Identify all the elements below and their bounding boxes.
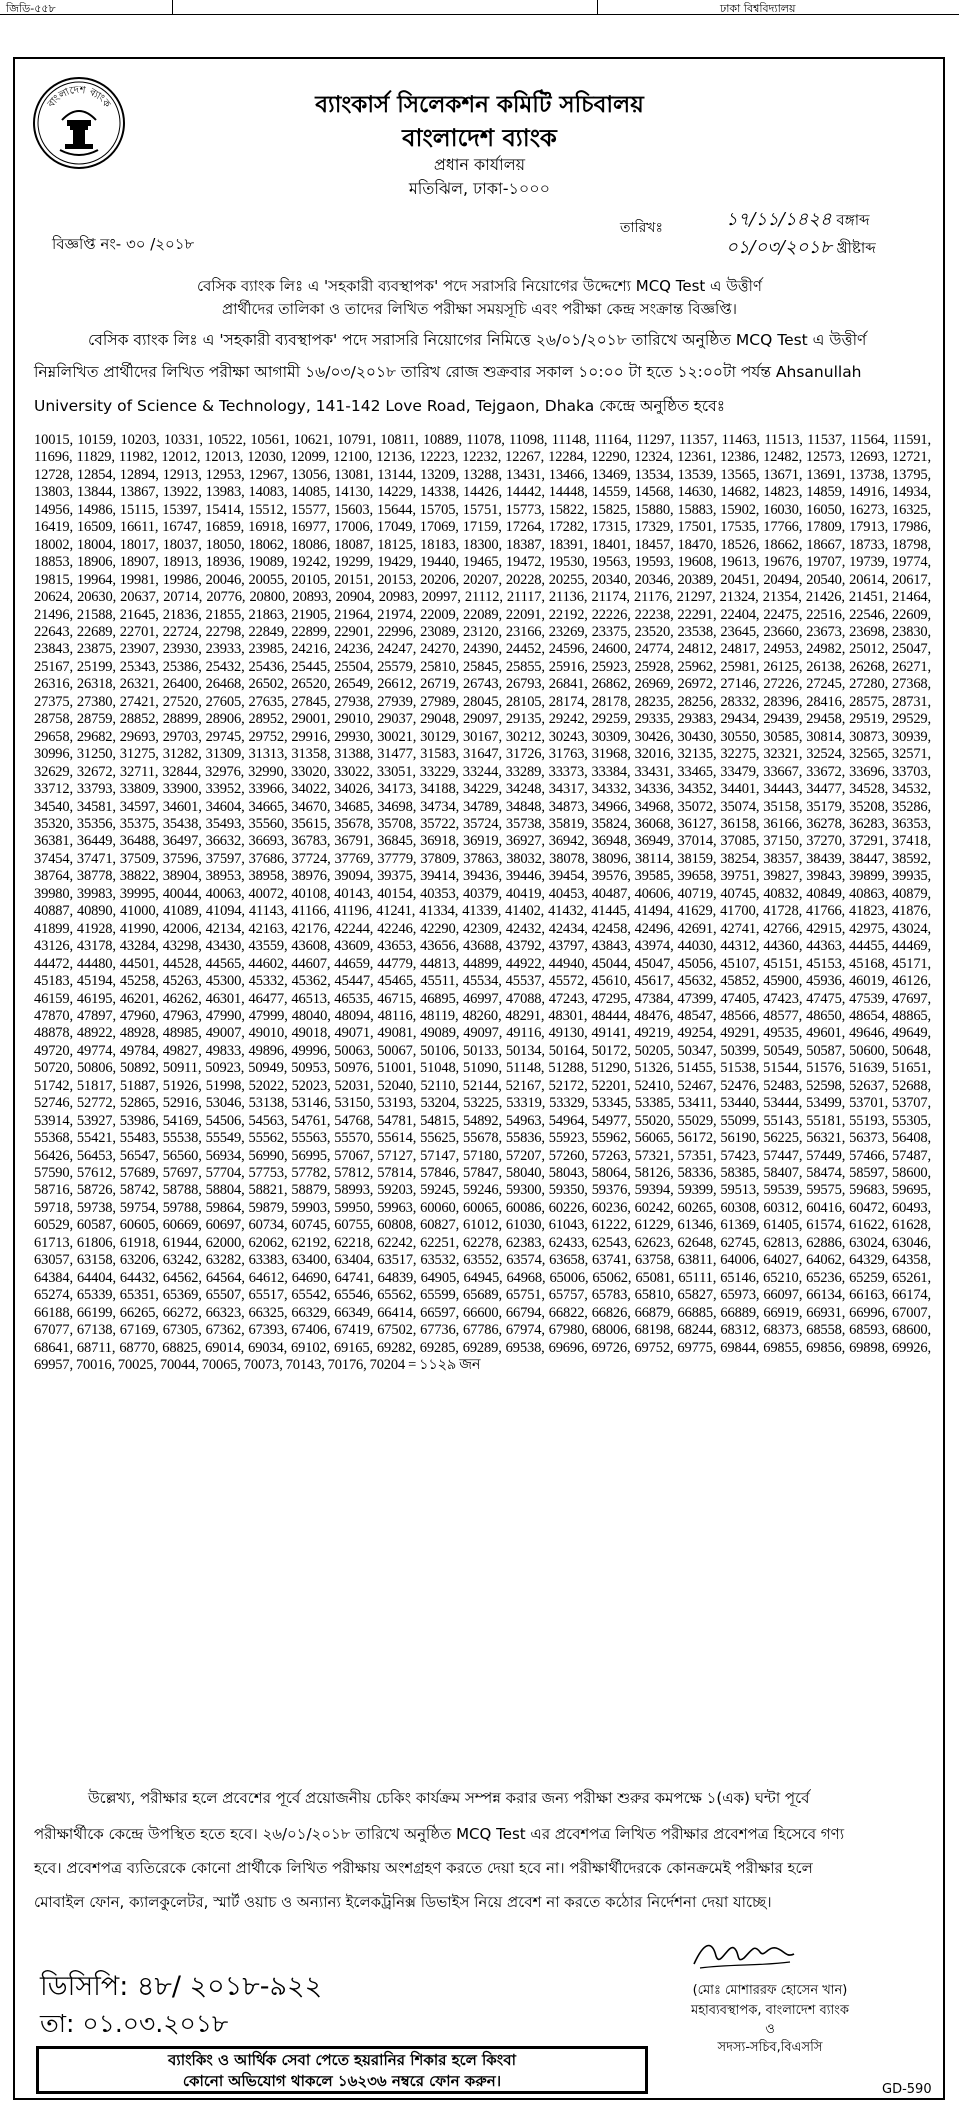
top-strip: [0, 0, 959, 15]
complaint-box: [36, 2046, 648, 2094]
complaint-line-1: ব্যাংকিং ও আর্থিক সেবা পেতে হয়রানির শিকার হলে কিংবা: [168, 2051, 516, 2069]
subject-line-1: বেসিক ব্যাংক লিঃ এ 'সহকারী ব্যবস্থাপক' পদে সরাসরি নিয়োগের উদ্দেশ্যে MCQ Test এ উত্তীর্ণ: [196, 277, 763, 295]
intro-line-2: নিম্নলিখিত প্রার্থীদের লিখিত পরীক্ষা আগামী ১৬/০৩/২০১৮ তারিখ রোজ শুক্রবার সকাল ১০:০০ টা হতে ১২:০০টা পর্যন্ত Ahsanullah: [34, 363, 862, 381]
gd-number: জিডি-৫৫৮: [6, 2, 56, 15]
signature-image: [690, 1934, 800, 1976]
signatory-conjunction: ও: [765, 2022, 775, 2037]
dcp-date: তা: ০১.০৩.২০১৮: [40, 2009, 229, 2038]
notice-line-4: মোবাইল ফোন, ক্যালকুলেটর, স্মার্ট ওয়াচ ও অন্যান্য ইলেকট্রনিক্স ডিভাইস নিয়ে প্রবেশ না করতে কঠোর নির্দেশনা দেয়া যাচ্ছে।: [34, 1893, 772, 1911]
bank-name: বাংলাদেশ ব্যাংক: [402, 124, 557, 152]
notice-line-1: উল্লেখ্য, পরীক্ষার হলে প্রবেশের পূর্বে প্রয়োজনীয় চেকিং কার্যক্রম সম্পন্ন করার জন্য পরীক্ষা শুরুর কমপক্ষে ১(এক) ঘন্টা পূর্বে: [88, 1789, 810, 1807]
bangla-date-suffix: বঙ্গাব্দ: [836, 211, 870, 229]
signatory-name: (মোঃ মোশাররফ হোসেন খান): [692, 1983, 848, 1998]
intro-line-1: বেসিক ব্যাংক লিঃ এ 'সহকারী ব্যবস্থাপক' পদে সরাসরি নিয়োগের নিমিত্তে ২৬/০১/২০১৮ তারিখে অনুষ্ঠিত MCQ Test এ উত্তীর্ণ: [88, 331, 867, 349]
date-block: [726, 206, 876, 262]
office-name: প্রধান কার্যালয়: [433, 155, 526, 174]
office-address: মতিঝিল, ঢাকা-১০০০: [408, 179, 551, 198]
divider: [597, 0, 598, 14]
subject-line-2: প্রার্থীদের তালিকা ও তাদের লিখিত পরীক্ষা সময়সূচি এবং পরীক্ষা কেন্দ্র সংক্রান্ত বিজ্ঞপ্তি।: [221, 300, 738, 318]
roll-number-list: 10015, 10159, 10203, 10331, 10522, 10561, 10621, 10791, 10811, 10889, 11078, 11098, 11148, 11164, 11297, 11357, 11463, 11513, 11537, 11564, 11591, 11696, 11829, 11982, 12012, 12013, 12030, 12099, 12100, 12136, 12223, 12232, 12267, 12284, 12290, 12324, 12361, 12386, 12482, 12573, 12693, 12721, 12728, 12854, 12894, 12913, 12953, 12967, 13056, 13081, 13144, 13209, 13288, 13431, 13466, 13469, 13534, 13539, 13565, 13671, 13691, 13738, 13795, 13803, 13844, 13867, 13922, 13983, 14083, 14085, 14130, 14229, 14338, 14426, 14442, 14448, 14559, 14568, 14630, 14682, 14823, 14859, 14916, 14934, 14956, 14986, 15115, 15397, 15414, 15512, 15577, 15603, 15644, 15705, 15751, 15773, 15822, 15825, 15880, 15883, 15902, 16030, 16050, 16273, 16325, 16419, 16509, 16611, 16747, 16859, 16918, 16977, 17006, 17049, 17069, 17159, 17264, 17282, 17315, 17329, 17501, 17535, 17766, 17809, 17913, 17986, 18002, 18004, 18017, 18037, 18050, 18062, 18086, 18087, 18125, 18183, 18300, 18387, 18391, 18401, 18457, 18470, 18526, 18662, 18667, 18733, 18798, 18853, 18906, 18907, 18913, 18936, 19089, 19242, 19299, 19429, 19440, 19465, 19472, 19530, 19563, 19593, 19608, 19613, 19676, 19707, 19739, 19774, 19815, 19964, 19981, 19986, 20046, 20055, 20105, 20151, 20153, 20206, 20207, 20228, 20255, 20340, 20346, 20389, 20451, 20494, 20540, 20614, 20617, 20624, 20630, 20637, 20714, 20776, 20800, 20893, 20904, 20983, 20997, 21112, 21117, 21136, 21174, 21176, 21297, 21324, 21354, 21426, 21451, 21464, 21496, 21588, 21645, 21836, 21855, 21863, 21905, 21964, 21974, 22009, 22089, 22091, 22192, 22226, 22238, 22291, 22404, 22475, 22516, 22546, 22609, 22643, 22689, 22701, 22724, 22798, 22849, 22899, 22901, 22996, 23089, 23120, 23166, 23269, 23375, 23520, 23538, 23645, 23660, 23673, 23698, 23830, 23843, 23875, 23907, 23930, 23933, 23985, 24216, 24236, 24247, 24270, 24390, 24452, 24596, 24600, 24774, 24812, 24817, 24953, 24982, 25012, 25047, 25167, 25199, 25343, 25386, 25432, 25436, 25445, 25504, 25579, 25810, 25845, 25855, 25916, 25923, 25928, 25962, 25981, 26125, 26138, 26268, 26271, 26316, 26318, 26321, 26400, 26468, 26502, 26520, 26549, 26612, 26719, 26743, 26793, 26841, 26862, 26969, 26972, 27146, 27226, 27245, 27280, 27368, 27375, 27380, 27421, 27520, 27605, 27635, 27845, 27938, 27939, 27989, 28045, 28105, 28174, 28178, 28235, 28256, 28332, 28396, 28416, 28575, 28731, 28758, 28759, 28852, 28899, 28906, 28952, 29001, 29010, 29037, 29048, 29097, 29135, 29242, 29259, 29335, 29383, 29434, 29439, 29458, 29519, 29529, 29658, 29682, 29693, 29703, 29745, 29752, 29916, 29930, 30021, 30129, 30167, 30212, 30243, 30309, 30426, 30430, 30550, 30585, 30814, 30873, 30939, 30996, 31250, 31275, 31282, 31309, 31313, 31358, 31388, 31477, 31583, 31647, 31726, 31763, 31968, 32016, 32135, 32275, 32321, 32524, 32565, 32571, 32629, 32672, 32711, 32844, 32976, 32990, 33020, 33022, 33051, 33229, 33244, 33289, 33373, 33384, 33431, 33465, 33479, 33667, 33672, 33696, 33703, 33712, 33793, 33809, 33900, 33952, 33966, 34022, 34026, 34173, 34188, 34229, 34248, 34317, 34332, 34336, 34352, 34401, 34443, 34477, 34528, 34532, 34540, 34581, 34597, 34601, 34604, 34665, 34670, 34685, 34698, 34734, 34789, 34848, 34873, 34966, 34968, 35072, 35074, 35158, 35179, 35208, 35286, 35320, 35356, 35375, 35438, 35493, 35560, 35615, 35678, 35708, 35722, 35724, 35738, 35819, 35824, 36068, 36127, 36158, 36166, 36278, 36283, 36353, 36381, 36449, 36488, 36497, 36632, 36693, 36783, 36791, 36845, 36918, 36919, 36927, 36942, 36948, 36949, 37014, 37085, 37150, 37270, 37291, 37418, 37454, 37471, 37509, 37596, 37597, 37686, 37724, 37769, 37779, 37809, 37863, 38032, 38078, 38096, 38114, 38159, 38254, 38357, 38439, 38447, 38592, 38764, 38778, 38822, 38904, 38953, 38958, 38976, 39094, 39375, 39414, 39436, 39446, 39454, 39576, 39585, 39658, 39751, 39827, 39843, 39899, 39935, 39980, 39983, 39995, 40044, 40063, 40072, 40108, 40143, 40154, 40353, 40379, 40419, 40453, 40487, 40606, 40719, 40745, 40832, 40849, 40863, 40879, 40887, 40890, 41000, 41089, 41094, 41143, 41166, 41196, 41241, 41334, 41339, 41402, 41432, 41445, 41494, 41629, 41700, 41728, 41766, 41823, 41876, 41899, 41928, 41990, 42006, 42134, 42163, 42176, 42244, 42246, 42290, 42309, 42432, 42434, 42458, 42496, 42691, 42741, 42766, 42915, 42975, 43024, 43126, 43178, 43284, 43298, 43430, 43559, 43608, 43609, 43653, 43656, 43688, 43792, 43797, 43843, 43974, 44030, 44312, 44360, 44363, 44455, 44469, 44472, 44480, 44501, 44528, 44565, 44602, 44607, 44659, 44779, 44813, 44899, 44922, 44940, 45044, 45047, 45056, 45107, 45151, 45153, 45168, 45171, 45183, 45194, 45258, 45263, 45300, 45332, 45362, 45447, 45465, 45511, 45534, 45537, 45572, 45610, 45617, 45632, 45852, 45900, 45936, 46019, 46126, 46159, 46195, 46201, 46262, 46301, 46477, 46513, 46535, 46715, 46895, 46997, 47088, 47243, 47295, 47384, 47399, 47405, 47423, 47475, 47539, 47697, 47870, 47897, 47960, 47963, 47990, 47999, 48040, 48094, 48116, 48119, 48260, 48291, 48301, 48444, 48476, 48547, 48566, 48577, 48650, 48654, 48865, 48878, 48922, 48928, 48985, 49007, 49010, 49018, 49071, 49081, 49089, 49097, 49116, 49130, 49141, 49219, 49254, 49291, 49535, 49601, 49646, 49649, 49720, 49774, 49784, 49827, 49833, 49896, 49996, 50063, 50067, 50106, 50133, 50134, 50164, 50172, 50205, 50347, 50399, 50549, 50587, 50600, 50648, 50720, 50806, 50892, 50911, 50923, 50949, 50953, 50976, 51001, 51048, 51090, 51148, 51288, 51290, 51326, 51455, 51538, 51544, 51576, 51639, 51651, 51742, 51817, 51887, 51926, 51998, 52022, 52023, 52031, 52040, 52110, 52144, 52167, 52172, 52201, 52410, 52467, 52476, 52483, 52598, 52637, 52688, 52746, 52772, 52865, 52916, 53046, 53138, 53146, 53150, 53193, 53204, 53225, 53319, 53329, 53345, 53385, 53411, 53440, 53444, 53499, 53701, 53707, 53914, 53927, 53986, 54169, 54506, 54563, 54761, 54768, 54781, 54815, 54892, 54963, 54964, 54977, 55020, 55029, 55099, 55143, 55181, 55193, 55305, 55368, 55421, 55483, 55538, 55549, 55562, 55563, 55570, 55614, 55625, 55678, 55836, 55923, 55962, 56065, 56172, 56190, 56225, 56321, 56373, 56408, 56426, 56453, 56547, 56560, 56934, 56990, 56995, 57067, 57127, 57147, 57180, 57207, 57260, 57263, 57321, 57351, 57423, 57447, 57449, 57466, 57487, 57590, 57612, 57689, 57697, 57704, 57753, 57782, 57812, 57814, 57846, 57847, 58040, 58043, 58064, 58126, 58336, 58385, 58407, 58474, 58597, 58600, 58716, 58726, 58742, 58788, 58804, 58821, 58879, 58993, 59203, 59245, 59246, 59300, 59350, 59376, 59394, 59399, 59513, 59539, 59575, 59683, 59695, 59718, 59738, 59754, 59788, 59864, 59879, 59903, 59950, 59963, 60060, 60065, 60086, 60226, 60236, 60242, 60265, 60308, 60312, 60416, 60472, 60493, 60529, 60587, 60605, 60669, 60697, 60734, 60745, 60755, 60808, 60827, 61012, 61030, 61043, 61222, 61229, 61346, 61369, 61405, 61574, 61622, 61628, 61713, 61806, 61918, 61944, 62000, 62062, 62192, 62218, 62242, 62251, 62278, 62383, 62433, 62543, 62623, 62648, 62745, 62813, 62886, 63024, 63046, 63057, 63158, 63206, 63242, 63282, 63383, 63400, 63404, 63517, 63532, 63552, 63574, 63658, 63741, 63758, 63811, 64006, 64027, 64062, 64329, 64358, 64384, 64404, 64432, 64562, 64564, 64612, 64690, 64741, 64839, 64905, 64945, 64968, 65006, 65062, 65081, 65111, 65146, 65210, 65236, 65259, 65261, 65274, 65339, 65351, 65369, 65507, 65517, 65542, 65546, 65562, 65599, 65689, 65751, 65757, 65783, 65810, 65827, 65973, 66097, 66134, 66163, 66174, 66188, 66199, 66265, 66272, 66323, 66325, 66329, 66349, 66414, 66597, 66600, 66794, 66822, 66826, 66879, 66885, 66889, 66919, 66931, 66996, 67007, 67077, 67138, 67169, 67305, 67362, 67393, 67406, 67419, 67502, 67736, 67786, 67974, 67980, 68006, 68198, 68244, 68312, 68373, 68558, 68593, 68600, 68641, 68711, 68770, 68825, 69014, 69034, 69102, 69165, 69282, 69285, 69289, 69538, 69696, 69726, 69752, 69775, 69844, 69855, 69856, 69898, 69926, 69957, 70016, 70025, 70044, 70065, 70073, 70143, 70176, 70204 = ১১২৯ জন: [34, 432, 931, 1374]
notice-line-2: পরীক্ষার্থীকে কেন্দ্রে উপস্থিত হতে হবে। ২৬/০১/২০১৮ তারিখে অনুষ্ঠিত MCQ Test এর প্রবেশপত্র লিখিত পরীক্ষার প্রবেশপত্র হিসেবে গণ্য: [34, 1825, 845, 1843]
bangla-date: ১৭/১১/১৪২৪: [726, 209, 832, 230]
dcp-number: ডিসিপি: ৪৮/ ২০১৮-৯২২: [40, 1971, 323, 2002]
date-label: তারিখঃ: [620, 220, 663, 236]
newspaper-name: ঢাকা বিশ্ববিদ্যালয়: [720, 2, 796, 15]
english-date: ০১/০৩/২০১৮: [726, 237, 832, 258]
signatory-role: সদস্য-সচিব,বিএসসি: [717, 2040, 823, 2055]
notice-line-3: হবে। প্রবেশপত্র ব্যতিরেকে কোনো প্রার্থীকে লিখিত পরীক্ষায় অংশগ্রহণ করতে দেয়া হবে না। পরীক্ষার্থীদেরকে কোনক্রমেই পরীক্ষার হলে: [34, 1859, 813, 1877]
intro-line-3: University of Science & Technology, 141-142 Love Road, Tejgaon, Dhaka কেন্দ্রে অনুষ্ঠিত হবেঃ: [34, 397, 726, 415]
footer-code: GD-590: [882, 2082, 932, 2097]
committee-title: ব্যাংকার্স সিলেকশন কমিটি সচিবালয়: [315, 92, 644, 118]
reference-number: বিজ্ঞপ্তি নং- ৩০ /২০১৮: [52, 235, 195, 253]
english-date-suffix: খ্রীষ্টাব্দ: [836, 239, 876, 257]
signatory-title: মহাব্যবস্থাপক, বাংলাদেশ ব্যাংক: [690, 2003, 850, 2018]
logo-text: বাংলাদেশ ব্যাংক: [45, 84, 113, 110]
complaint-line-2: কোনো অভিযোগ থাকলে ১৬২৩৬ নম্বরে ফোন করুন।: [182, 2072, 502, 2090]
divider: [172, 0, 173, 14]
